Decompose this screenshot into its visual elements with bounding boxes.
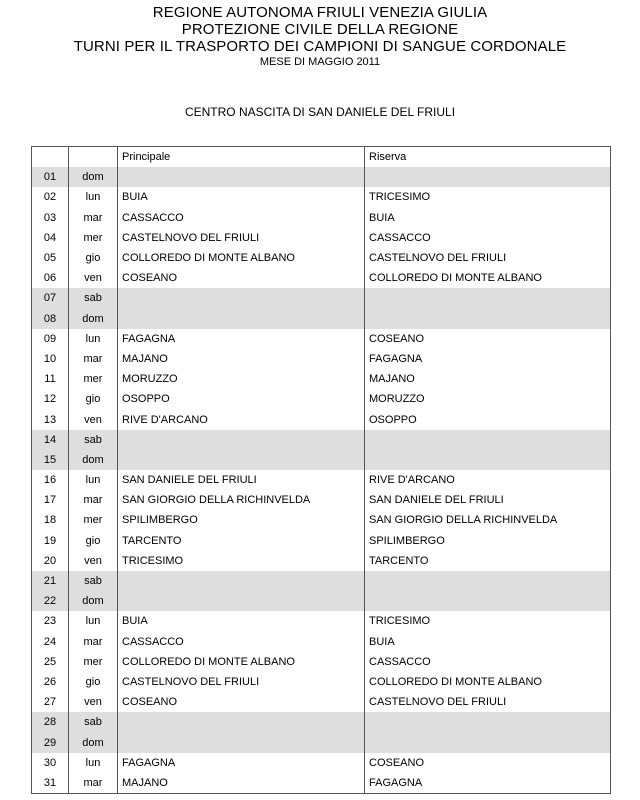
document-header: [0, 4, 640, 69]
principale-cell: COLLOREDO DI MONTE ALBANO: [118, 652, 365, 672]
day-cell: 17: [32, 490, 69, 510]
table-row: [32, 551, 611, 571]
weekday-cell: sab: [69, 712, 118, 732]
principale-cell: SAN GIORGIO DELLA RICHINVELDA: [118, 490, 365, 510]
riserva-cell: CASTELNOVO DEL FRIULI: [365, 692, 611, 712]
day-cell: 01: [32, 167, 69, 187]
riserva-cell: [365, 732, 611, 752]
table-row: [32, 470, 611, 490]
principale-cell: [118, 288, 365, 308]
table-row: [32, 430, 611, 450]
document-title: TURNI PER IL TRASPORTO DEI CAMPIONI DI SANGUE CORDONALE: [73, 38, 567, 55]
day-cell: 04: [32, 228, 69, 248]
riserva-cell: SPILIMBERGO: [365, 531, 611, 551]
table-row: [32, 228, 611, 248]
table-row: [32, 450, 611, 470]
riserva-cell: [365, 450, 611, 470]
table-row: [32, 349, 611, 369]
table-row: [32, 611, 611, 631]
day-cell: 31: [32, 773, 69, 794]
principale-cell: [118, 712, 365, 732]
weekday-cell: lun: [69, 329, 118, 349]
weekday-cell: sab: [69, 571, 118, 591]
table-row: [32, 248, 611, 268]
riserva-cell: COSEANO: [365, 329, 611, 349]
weekday-cell: ven: [69, 268, 118, 288]
table-row: [32, 510, 611, 530]
column-header-weekday: [69, 147, 118, 168]
day-cell: 30: [32, 753, 69, 773]
day-cell: 12: [32, 389, 69, 409]
riserva-cell: SAN GIORGIO DELLA RICHINVELDA: [365, 510, 611, 530]
weekday-cell: lun: [69, 611, 118, 631]
weekday-cell: mar: [69, 632, 118, 652]
day-cell: 20: [32, 551, 69, 571]
riserva-cell: CASTELNOVO DEL FRIULI: [365, 248, 611, 268]
principale-cell: [118, 732, 365, 752]
riserva-cell: TARCENTO: [365, 551, 611, 571]
weekday-cell: sab: [69, 430, 118, 450]
table-row: [32, 753, 611, 773]
weekday-cell: gio: [69, 389, 118, 409]
principale-cell: FAGAGNA: [118, 329, 365, 349]
column-header-riserva: Riserva: [365, 147, 611, 168]
day-cell: 02: [32, 187, 69, 207]
riserva-cell: CASSACCO: [365, 652, 611, 672]
riserva-cell: COSEANO: [365, 753, 611, 773]
riserva-cell: CASSACCO: [365, 228, 611, 248]
day-cell: 10: [32, 349, 69, 369]
weekday-cell: dom: [69, 167, 118, 187]
weekday-cell: mar: [69, 208, 118, 228]
riserva-cell: [365, 430, 611, 450]
shift-table-body: [32, 167, 611, 793]
riserva-cell: [365, 591, 611, 611]
riserva-cell: FAGAGNA: [365, 773, 611, 794]
day-cell: 07: [32, 288, 69, 308]
day-cell: 16: [32, 470, 69, 490]
principale-cell: [118, 571, 365, 591]
weekday-cell: mer: [69, 228, 118, 248]
weekday-cell: dom: [69, 732, 118, 752]
table-row: [32, 692, 611, 712]
principale-cell: CASSACCO: [118, 632, 365, 652]
principale-cell: [118, 450, 365, 470]
table-row: [32, 732, 611, 752]
day-cell: 15: [32, 450, 69, 470]
column-header-principale: Principale: [118, 147, 365, 168]
weekday-cell: gio: [69, 672, 118, 692]
day-cell: 14: [32, 430, 69, 450]
table-row: [32, 369, 611, 389]
table-row: [32, 672, 611, 692]
day-cell: 23: [32, 611, 69, 631]
table-row: [32, 712, 611, 732]
weekday-cell: mar: [69, 490, 118, 510]
principale-cell: FAGAGNA: [118, 753, 365, 773]
department-title: PROTEZIONE CIVILE DELLA REGIONE: [181, 21, 459, 38]
birth-center-title: CENTRO NASCITA DI SAN DANIELE DEL FRIULI: [184, 105, 456, 119]
table-row: [32, 531, 611, 551]
riserva-cell: [365, 288, 611, 308]
principale-cell: COSEANO: [118, 692, 365, 712]
principale-cell: COLLOREDO DI MONTE ALBANO: [118, 248, 365, 268]
riserva-cell: TRICESIMO: [365, 187, 611, 207]
principale-cell: TARCENTO: [118, 531, 365, 551]
riserva-cell: COLLOREDO DI MONTE ALBANO: [365, 672, 611, 692]
day-cell: 06: [32, 268, 69, 288]
day-cell: 13: [32, 409, 69, 429]
principale-cell: CASSACCO: [118, 208, 365, 228]
principale-cell: [118, 309, 365, 329]
weekday-cell: sab: [69, 288, 118, 308]
principale-cell: COSEANO: [118, 268, 365, 288]
table-row: [32, 632, 611, 652]
principale-cell: TRICESIMO: [118, 551, 365, 571]
riserva-cell: [365, 167, 611, 187]
riserva-cell: RIVE D'ARCANO: [365, 470, 611, 490]
day-cell: 26: [32, 672, 69, 692]
table-row: [32, 571, 611, 591]
riserva-cell: [365, 571, 611, 591]
weekday-cell: ven: [69, 692, 118, 712]
principale-cell: MORUZZO: [118, 369, 365, 389]
day-cell: 27: [32, 692, 69, 712]
weekday-cell: lun: [69, 187, 118, 207]
weekday-cell: dom: [69, 309, 118, 329]
riserva-cell: TRICESIMO: [365, 611, 611, 631]
weekday-cell: gio: [69, 248, 118, 268]
day-cell: 28: [32, 712, 69, 732]
riserva-cell: SAN DANIELE DEL FRIULI: [365, 490, 611, 510]
shift-table: [31, 146, 611, 794]
column-header-day: [32, 147, 69, 168]
day-cell: 18: [32, 510, 69, 530]
principale-cell: BUIA: [118, 611, 365, 631]
region-title: REGIONE AUTONOMA FRIULI VENEZIA GIULIA: [152, 4, 488, 21]
table-row: [32, 389, 611, 409]
weekday-cell: lun: [69, 753, 118, 773]
day-cell: 08: [32, 309, 69, 329]
riserva-cell: FAGAGNA: [365, 349, 611, 369]
day-cell: 19: [32, 531, 69, 551]
day-cell: 25: [32, 652, 69, 672]
riserva-cell: COLLOREDO DI MONTE ALBANO: [365, 268, 611, 288]
principale-cell: BUIA: [118, 187, 365, 207]
table-row: [32, 490, 611, 510]
day-cell: 21: [32, 571, 69, 591]
table-row: [32, 652, 611, 672]
principale-cell: CASTELNOVO DEL FRIULI: [118, 228, 365, 248]
riserva-cell: BUIA: [365, 632, 611, 652]
day-cell: 11: [32, 369, 69, 389]
weekday-cell: ven: [69, 551, 118, 571]
weekday-cell: mar: [69, 349, 118, 369]
principale-cell: MAJANO: [118, 349, 365, 369]
weekday-cell: mar: [69, 773, 118, 794]
weekday-cell: dom: [69, 591, 118, 611]
table-row: [32, 773, 611, 794]
day-cell: 09: [32, 329, 69, 349]
table-row: [32, 409, 611, 429]
riserva-cell: BUIA: [365, 208, 611, 228]
table-row: [32, 187, 611, 207]
principale-cell: SPILIMBERGO: [118, 510, 365, 530]
weekday-cell: gio: [69, 531, 118, 551]
weekday-cell: ven: [69, 409, 118, 429]
table-header-row: [32, 147, 611, 168]
weekday-cell: mer: [69, 369, 118, 389]
weekday-cell: mer: [69, 652, 118, 672]
principale-cell: CASTELNOVO DEL FRIULI: [118, 672, 365, 692]
table-row: [32, 268, 611, 288]
principale-cell: MAJANO: [118, 773, 365, 794]
table-row: [32, 167, 611, 187]
riserva-cell: [365, 309, 611, 329]
principale-cell: OSOPPO: [118, 389, 365, 409]
principale-cell: [118, 430, 365, 450]
day-cell: 03: [32, 208, 69, 228]
weekday-cell: dom: [69, 450, 118, 470]
table-row: [32, 208, 611, 228]
day-cell: 29: [32, 732, 69, 752]
weekday-cell: lun: [69, 470, 118, 490]
day-cell: 24: [32, 632, 69, 652]
principale-cell: RIVE D'ARCANO: [118, 409, 365, 429]
table-row: [32, 591, 611, 611]
principale-cell: [118, 167, 365, 187]
principale-cell: [118, 591, 365, 611]
weekday-cell: mer: [69, 510, 118, 530]
month-label: MESE DI MAGGIO 2011: [259, 56, 381, 68]
day-cell: 22: [32, 591, 69, 611]
table-row: [32, 288, 611, 308]
riserva-cell: MORUZZO: [365, 389, 611, 409]
riserva-cell: OSOPPO: [365, 409, 611, 429]
principale-cell: SAN DANIELE DEL FRIULI: [118, 470, 365, 490]
day-cell: 05: [32, 248, 69, 268]
table-row: [32, 309, 611, 329]
riserva-cell: MAJANO: [365, 369, 611, 389]
table-row: [32, 329, 611, 349]
riserva-cell: [365, 712, 611, 732]
